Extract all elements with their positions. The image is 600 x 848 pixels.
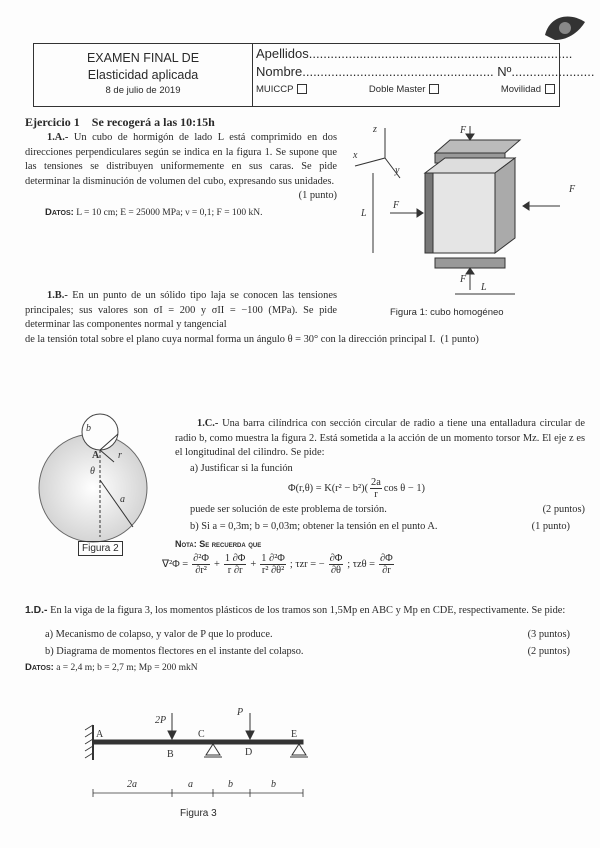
q1d-b-points: (2 puntos) — [527, 646, 570, 657]
axis-x: x — [353, 150, 358, 161]
denominator: r — [374, 489, 378, 500]
dim-b: b — [271, 779, 276, 790]
apellidos-field[interactable]: Apellidos......................................................................... — [256, 46, 573, 61]
q1d-b — [45, 644, 570, 659]
axis-z: z — [373, 124, 377, 135]
q1c-text: Una barra cilíndrica con sección circular de radio a tiene una entalladura circular de radio b, como muestra la figura 2. Está sometida a la acción de un momento torsor Mz. El eje z es el longitudinal del cilindro. Se pide: — [175, 418, 585, 458]
denominator: ∂r — [382, 564, 391, 576]
numerator: 1 ∂Φ — [224, 552, 246, 564]
eq-part: + — [213, 558, 220, 570]
figure-2-section — [28, 422, 158, 542]
radius-a-label: a — [120, 494, 125, 505]
eq-part: ; τzθ = — [347, 558, 376, 570]
radius-b-label: b — [86, 423, 91, 434]
denominator: ∂θ — [330, 564, 341, 576]
exam-title: EXAMEN FINAL DE — [86, 51, 200, 65]
force-label: F — [393, 200, 400, 211]
exam-header — [33, 43, 595, 107]
node-b-label: B — [167, 749, 174, 760]
length-label: L — [481, 282, 487, 293]
numerator: 2a — [371, 477, 381, 488]
q1c-a-text: puede ser solución de este problema de torsión. — [190, 503, 387, 515]
option-muiccp[interactable] — [256, 84, 307, 95]
nombre-field[interactable]: Nombre..................................................... Nº....................... — [256, 64, 595, 79]
force-label: F — [569, 184, 576, 195]
axis-y: y — [395, 165, 400, 176]
university-logo-icon — [540, 10, 590, 45]
eq-fraction — [379, 553, 394, 576]
checkbox[interactable] — [545, 84, 555, 94]
q1d-a-text: a) Mecanismo de colapso, y valor de P que lo produce. — [45, 629, 273, 640]
q1c-b-text: b) Si a = 0,3m; b = 0,03m; obtener la tensión en el punto A. — [190, 520, 438, 532]
point-a-label: A — [92, 450, 100, 461]
option-doble-master[interactable] — [369, 84, 440, 95]
option-movilidad[interactable] — [501, 84, 555, 95]
q1b-points: (1 punto) — [440, 333, 479, 345]
r-label: r — [118, 450, 122, 461]
load-2p-label: 2P — [155, 715, 167, 726]
node-e-label: E — [291, 729, 298, 740]
movilidad-label: Movilidad — [500, 84, 541, 95]
eq-part: + — [250, 558, 257, 570]
q1a-points: (1 punto) — [298, 190, 337, 201]
denominator: r ∂r — [227, 564, 243, 576]
datos-label: Datos: — [25, 662, 54, 673]
theta-label: θ — [90, 466, 95, 477]
eq-fraction — [329, 553, 344, 576]
q1c-a: a) Justificar si la función — [190, 462, 293, 474]
eq-part: ∇²Φ = — [162, 559, 189, 570]
load-p-label: P — [237, 707, 244, 718]
doble-master-label: Doble Master — [368, 84, 426, 95]
figure-3-caption: Figura 3 — [180, 808, 217, 819]
figure-2-caption: Figura 2 — [78, 541, 123, 556]
numerator: 1 ∂²Φ — [261, 552, 285, 564]
exam-date: 8 de julio de 2019 — [105, 85, 181, 96]
laplacian-equation — [162, 553, 585, 576]
question-1a-block — [25, 131, 337, 218]
q1d-data — [25, 661, 570, 675]
eq-fraction — [224, 553, 247, 576]
force-label: F — [460, 274, 467, 285]
figure-1-cube — [345, 118, 595, 298]
denominator: ∂r² — [195, 564, 207, 576]
datos-values: a = 2,4 m; b = 2,7 m; Mp = 200 mkN — [56, 663, 198, 673]
collect-time: Se recogerá a las 10:15h — [91, 115, 215, 129]
q1a-data — [45, 207, 337, 218]
q1d-b-text: b) Diagrama de momentos flectores en el instante del colapso. — [45, 646, 304, 657]
dim-2a: 2a — [127, 779, 137, 790]
figure-1-caption: Figura 1: cubo homogéneo — [390, 307, 504, 318]
datos-values: L = 10 cm; E = 25000 MPa; ν = 0,1; F = 100 kN. — [76, 207, 263, 218]
q1b-text-cont — [25, 333, 595, 348]
checkbox[interactable] — [297, 84, 307, 94]
q1d-label: 1.D.- — [25, 605, 48, 616]
exercise-number: Ejercicio 1 — [25, 115, 80, 129]
numerator: ∂²Φ — [193, 552, 209, 564]
phi-formula — [288, 476, 585, 502]
checkbox[interactable] — [429, 84, 439, 94]
formula-part: cos θ − 1) — [383, 483, 425, 494]
q1a-label: 1.A.- — [47, 132, 69, 143]
question-1b — [25, 289, 595, 347]
q1d-a-points: (3 puntos) — [527, 629, 570, 640]
figure-3-beam — [75, 705, 325, 803]
denominator: r² ∂θ² — [261, 564, 285, 576]
q1c-label: 1.C.- — [197, 418, 219, 429]
q1d-text: En la viga de la figura 3, los momentos plásticos de los tramos son 1,5Mp en ABC y Mp en CDE, respectivamente. Se pide: — [50, 605, 566, 616]
node-a-label: A — [96, 729, 104, 740]
question-1c-block — [162, 417, 585, 576]
numerator: ∂Φ — [380, 552, 393, 564]
q1b-label: 1.B.- — [47, 290, 68, 301]
eq-fraction — [260, 553, 286, 576]
q1c-a-points: (2 puntos) — [542, 503, 585, 515]
q1c-b — [190, 519, 585, 534]
dim-a: a — [188, 779, 193, 790]
muiccp-label: MUICCP — [256, 84, 294, 95]
numerator: ∂Φ — [329, 552, 343, 564]
q1c-b-points: (1 punto) — [531, 520, 570, 532]
length-label: L — [361, 208, 367, 219]
node-d-label: D — [245, 747, 253, 758]
dim-b: b — [228, 779, 233, 790]
question-1c — [175, 417, 585, 461]
node-c-label: C — [198, 729, 205, 740]
q1a-text: Un cubo de hormigón de lado L está comprimido en dos direcciones perpendiculares según se indica en la figura 1. Se supone que las tensiones se distribuyen uniformemente en sus caras. Se pide determinar la disminución de volumen del cubo, expresando sus unidades. — [25, 132, 337, 187]
q1b-first — [25, 289, 337, 333]
eq-fraction — [192, 553, 210, 576]
question-1d — [25, 602, 570, 619]
q1b-text2: de la tensión total sobre el plano cuya normal forma un ángulo θ = 30° con la dirección principal I. — [25, 333, 436, 345]
question-1a — [25, 131, 337, 189]
force-label: F — [460, 125, 467, 136]
question-1d-block — [25, 602, 570, 675]
datos-label: Datos: — [45, 206, 74, 218]
formula-paren: ( — [364, 483, 369, 494]
subject: Elasticidad aplicada — [87, 68, 199, 82]
q1c-a-cont — [190, 502, 585, 517]
q1d-a — [45, 627, 570, 642]
formula-part: Φ(r,θ) = K(r² − b²) — [288, 483, 365, 494]
exercise-title — [25, 115, 215, 130]
nota-label: Nota: Se recuerda que — [175, 538, 262, 549]
eq-part: ; τzr = − — [289, 558, 325, 570]
q1b-text: En un punto de un sólido tipo laja se conocen las tensiones principales; sus valores son σI = 200 y σII = −100 (MPa). Se pide determinar las componentes normal y tangencial — [25, 290, 337, 330]
formula-fraction — [370, 477, 382, 500]
